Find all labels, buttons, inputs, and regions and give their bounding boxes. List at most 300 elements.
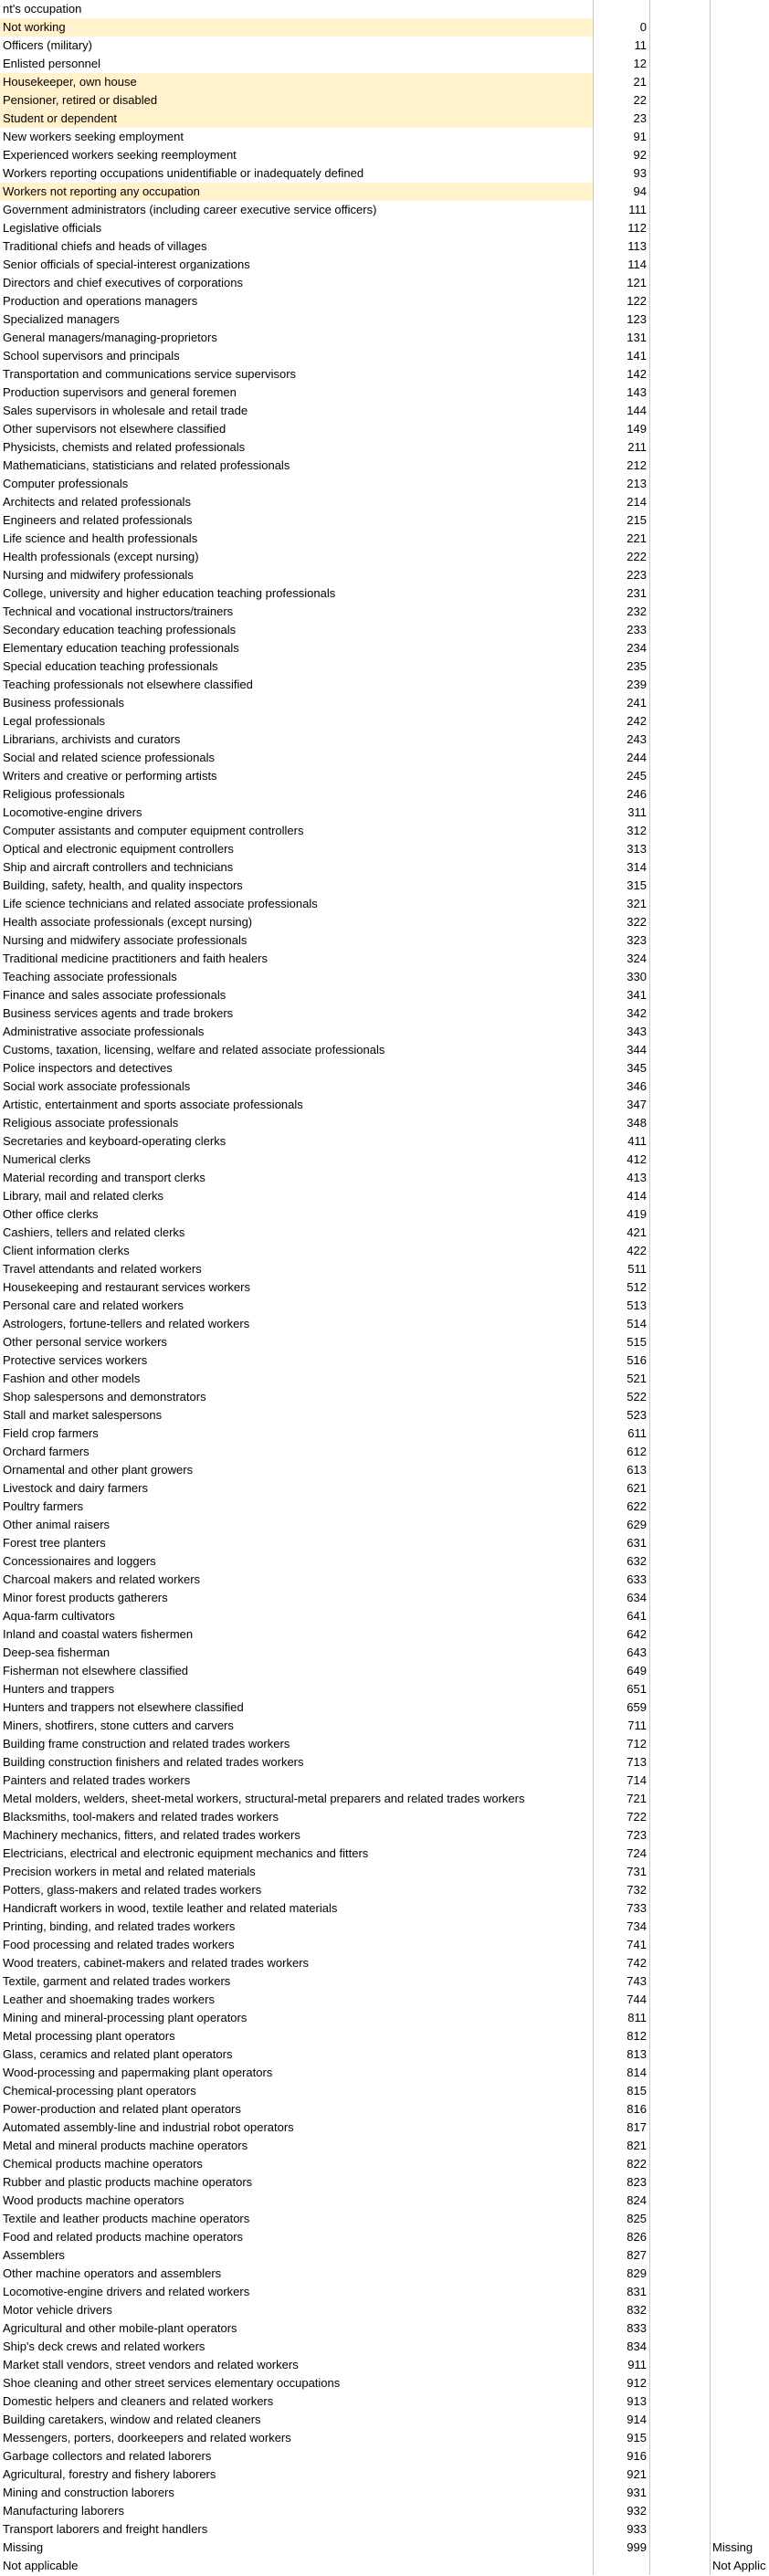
note-cell[interactable] bbox=[711, 986, 769, 1004]
empty-cell[interactable] bbox=[650, 877, 711, 895]
occupation-label-cell[interactable]: Electricians, electrical and electronic equipment mechanics and fitters bbox=[3, 1846, 369, 1860]
empty-cell[interactable] bbox=[650, 219, 711, 237]
occupation-code-cell[interactable]: 731 bbox=[593, 1863, 650, 1881]
note-cell[interactable] bbox=[711, 1388, 769, 1406]
occupation-label-cell[interactable]: Painters and related trades workers bbox=[3, 1773, 191, 1787]
occupation-code-cell[interactable]: 422 bbox=[593, 1242, 650, 1260]
occupation-label-cell[interactable]: Other animal raisers bbox=[3, 1518, 111, 1531]
note-cell[interactable] bbox=[711, 584, 769, 603]
occupation-code-cell[interactable]: 649 bbox=[593, 1662, 650, 1680]
empty-cell[interactable] bbox=[650, 1772, 711, 1790]
empty-cell[interactable] bbox=[650, 1151, 711, 1169]
empty-cell[interactable] bbox=[650, 475, 711, 493]
occupation-label-cell[interactable]: Special education teaching professionals bbox=[3, 659, 218, 673]
occupation-label-cell[interactable]: Housekeeper, own house bbox=[0, 73, 593, 91]
occupation-code-cell[interactable]: 243 bbox=[593, 731, 650, 749]
occupation-code-cell[interactable]: 823 bbox=[593, 2173, 650, 2192]
note-cell[interactable] bbox=[711, 1132, 769, 1151]
occupation-code-cell[interactable]: 516 bbox=[593, 1351, 650, 1370]
empty-cell[interactable] bbox=[650, 1260, 711, 1278]
empty-cell[interactable] bbox=[650, 804, 711, 822]
occupation-code-cell[interactable]: 659 bbox=[593, 1698, 650, 1717]
occupation-label-cell[interactable]: Health professionals (except nursing) bbox=[3, 550, 199, 563]
empty-cell[interactable] bbox=[650, 2539, 711, 2557]
empty-cell[interactable] bbox=[650, 2137, 711, 2155]
occupation-label-cell[interactable]: Computer assistants and computer equipment controllers bbox=[3, 824, 304, 837]
note-cell[interactable] bbox=[711, 2082, 769, 2100]
occupation-label-cell[interactable]: Building caretakers, window and related cleaners bbox=[3, 2413, 261, 2426]
note-cell[interactable] bbox=[711, 2392, 769, 2411]
note-cell[interactable] bbox=[711, 1479, 769, 1498]
note-cell[interactable] bbox=[711, 2283, 769, 2301]
occupation-code-cell[interactable]: 322 bbox=[593, 913, 650, 931]
note-cell[interactable] bbox=[711, 1425, 769, 1443]
occupation-code-cell[interactable]: 321 bbox=[593, 895, 650, 913]
empty-cell[interactable] bbox=[650, 1479, 711, 1498]
occupation-code-cell[interactable]: 743 bbox=[593, 1972, 650, 1991]
empty-cell[interactable] bbox=[650, 2246, 711, 2265]
note-cell[interactable] bbox=[711, 2301, 769, 2319]
empty-cell[interactable] bbox=[650, 1662, 711, 1680]
occupation-label-cell[interactable]: Police inspectors and detectives bbox=[3, 1061, 173, 1075]
empty-cell[interactable] bbox=[650, 1443, 711, 1461]
empty-cell[interactable] bbox=[650, 183, 711, 201]
occupation-label-cell[interactable]: Social and related science professionals bbox=[3, 751, 215, 764]
empty-cell[interactable] bbox=[650, 1552, 711, 1571]
empty-cell[interactable] bbox=[650, 292, 711, 310]
note-cell[interactable] bbox=[711, 329, 769, 347]
note-cell[interactable] bbox=[711, 548, 769, 566]
occupation-code-cell[interactable]: 732 bbox=[593, 1881, 650, 1899]
occupation-label-cell[interactable]: Other personal service workers bbox=[3, 1335, 167, 1349]
empty-cell[interactable] bbox=[650, 365, 711, 384]
occupation-code-cell[interactable]: 245 bbox=[593, 767, 650, 785]
empty-cell[interactable] bbox=[650, 2466, 711, 2484]
note-cell[interactable] bbox=[711, 2520, 769, 2539]
empty-cell[interactable] bbox=[650, 913, 711, 931]
note-cell[interactable] bbox=[711, 822, 769, 840]
occupation-label-cell[interactable]: Other machine operators and assemblers bbox=[3, 2266, 222, 2280]
note-cell[interactable] bbox=[711, 1991, 769, 2009]
note-cell[interactable] bbox=[711, 420, 769, 438]
occupation-code-cell[interactable]: 643 bbox=[593, 1644, 650, 1662]
occupation-label-cell[interactable]: Directors and chief executives of corporations bbox=[3, 276, 244, 289]
occupation-label-cell[interactable]: Workers not reporting any occupation bbox=[0, 183, 593, 201]
occupation-label-cell[interactable]: Secretaries and keyboard-operating clerks bbox=[3, 1134, 226, 1148]
occupation-label-cell[interactable]: Chemical products machine operators bbox=[3, 2157, 203, 2171]
empty-cell[interactable] bbox=[650, 1936, 711, 1954]
occupation-code-cell[interactable]: 522 bbox=[593, 1388, 650, 1406]
note-cell[interactable] bbox=[711, 274, 769, 292]
occupation-code-cell[interactable]: 914 bbox=[593, 2411, 650, 2429]
note-cell[interactable] bbox=[711, 1351, 769, 1370]
occupation-code-cell[interactable]: 911 bbox=[593, 2356, 650, 2374]
empty-cell[interactable] bbox=[650, 438, 711, 457]
occupation-code-cell[interactable]: 244 bbox=[593, 749, 650, 767]
note-cell[interactable] bbox=[711, 2155, 769, 2173]
empty-cell[interactable] bbox=[650, 1589, 711, 1607]
occupation-code-cell[interactable]: 348 bbox=[593, 1114, 650, 1132]
occupation-code-cell[interactable]: 812 bbox=[593, 2027, 650, 2045]
occupation-code-cell[interactable]: 613 bbox=[593, 1461, 650, 1479]
empty-cell[interactable] bbox=[650, 2429, 711, 2447]
note-cell[interactable] bbox=[711, 657, 769, 676]
note-cell[interactable] bbox=[711, 1625, 769, 1644]
empty-cell[interactable] bbox=[650, 785, 711, 804]
occupation-label-cell[interactable]: Social work associate professionals bbox=[3, 1079, 191, 1093]
occupation-code-cell[interactable]: 214 bbox=[593, 493, 650, 511]
empty-cell[interactable] bbox=[650, 822, 711, 840]
occupation-code-cell[interactable]: 513 bbox=[593, 1297, 650, 1315]
occupation-code-cell[interactable]: 741 bbox=[593, 1936, 650, 1954]
occupation-code-cell[interactable]: 816 bbox=[593, 2100, 650, 2119]
note-cell[interactable] bbox=[711, 731, 769, 749]
occupation-label-cell[interactable]: Mathematicians, statisticians and related professionals bbox=[3, 458, 290, 472]
empty-cell[interactable] bbox=[650, 2338, 711, 2356]
occupation-code-cell[interactable]: 0 bbox=[593, 18, 650, 37]
note-cell[interactable] bbox=[711, 402, 769, 420]
occupation-code-cell[interactable]: 642 bbox=[593, 1625, 650, 1644]
note-cell[interactable] bbox=[711, 1808, 769, 1826]
note-cell[interactable] bbox=[711, 91, 769, 110]
empty-cell[interactable] bbox=[650, 2283, 711, 2301]
note-cell[interactable] bbox=[711, 1680, 769, 1698]
occupation-code-cell[interactable]: 523 bbox=[593, 1406, 650, 1425]
occupation-label-cell[interactable]: Government administrators (including career executive service officers) bbox=[3, 203, 377, 216]
occupation-code-cell[interactable]: 827 bbox=[593, 2246, 650, 2265]
note-cell[interactable] bbox=[711, 1571, 769, 1589]
empty-cell[interactable] bbox=[650, 402, 711, 420]
occupation-code-cell[interactable]: 223 bbox=[593, 566, 650, 584]
empty-cell[interactable] bbox=[650, 858, 711, 877]
note-cell[interactable] bbox=[711, 1863, 769, 1881]
empty-cell[interactable] bbox=[650, 1114, 711, 1132]
occupation-code-cell[interactable]: 511 bbox=[593, 1260, 650, 1278]
occupation-label-cell[interactable]: Numerical clerks bbox=[3, 1152, 91, 1166]
occupation-code-cell[interactable]: 123 bbox=[593, 310, 650, 329]
occupation-label-cell[interactable]: Teaching associate professionals bbox=[3, 970, 177, 983]
occupation-label-cell[interactable]: Engineers and related professionals bbox=[3, 513, 193, 527]
note-cell[interactable] bbox=[711, 18, 769, 37]
occupation-label-cell[interactable]: Garbage collectors and related laborers bbox=[3, 2449, 212, 2463]
note-cell[interactable] bbox=[711, 37, 769, 55]
occupation-label-cell[interactable]: Optical and electronic equipment controllers bbox=[3, 842, 234, 856]
occupation-code-cell[interactable]: 122 bbox=[593, 292, 650, 310]
empty-cell[interactable] bbox=[650, 931, 711, 950]
column-title-cell[interactable]: nt's occupation bbox=[3, 2, 82, 16]
occupation-label-cell[interactable]: Astrologers, fortune-tellers and related workers bbox=[3, 1317, 250, 1330]
note-cell[interactable] bbox=[711, 2119, 769, 2137]
occupation-label-cell[interactable]: Locomotive-engine drivers and related workers bbox=[3, 2285, 250, 2298]
occupation-code-cell[interactable]: 312 bbox=[593, 822, 650, 840]
occupation-code-cell[interactable]: 622 bbox=[593, 1498, 650, 1516]
empty-cell[interactable] bbox=[650, 2502, 711, 2520]
occupation-code-cell[interactable]: 343 bbox=[593, 1023, 650, 1041]
occupation-code-cell[interactable]: 234 bbox=[593, 639, 650, 657]
occupation-code-cell[interactable]: 512 bbox=[593, 1278, 650, 1297]
empty-cell[interactable] bbox=[650, 530, 711, 548]
empty-cell[interactable] bbox=[650, 986, 711, 1004]
note-cell[interactable] bbox=[711, 1790, 769, 1808]
note-cell[interactable] bbox=[711, 146, 769, 164]
occupation-label-cell[interactable]: Building, safety, health, and quality inspectors bbox=[3, 878, 243, 892]
occupation-label-cell[interactable]: Nursing and midwifery associate professionals bbox=[3, 933, 248, 947]
note-cell[interactable] bbox=[711, 1845, 769, 1863]
note-cell[interactable] bbox=[711, 950, 769, 968]
note-cell[interactable] bbox=[711, 1151, 769, 1169]
occupation-label-cell[interactable]: Other supervisors not elsewhere classified bbox=[3, 422, 226, 436]
occupation-code-cell[interactable]: 821 bbox=[593, 2137, 650, 2155]
occupation-label-cell[interactable]: Student or dependent bbox=[0, 110, 593, 128]
occupation-label-cell[interactable]: Transport laborers and freight handlers bbox=[3, 2522, 208, 2536]
note-cell[interactable] bbox=[711, 201, 769, 219]
occupation-code-cell[interactable]: 825 bbox=[593, 2210, 650, 2228]
occupation-label-cell[interactable]: Food processing and related trades workers bbox=[3, 1938, 235, 1951]
note-cell[interactable] bbox=[711, 1333, 769, 1351]
empty-cell[interactable] bbox=[650, 2484, 711, 2502]
occupation-code-cell[interactable]: 142 bbox=[593, 365, 650, 384]
note-cell[interactable] bbox=[711, 1187, 769, 1205]
empty-cell[interactable] bbox=[650, 2155, 711, 2173]
note-cell[interactable] bbox=[711, 621, 769, 639]
empty-cell[interactable] bbox=[650, 2064, 711, 2082]
occupation-code-cell[interactable]: 811 bbox=[593, 2009, 650, 2027]
occupation-code-cell[interactable]: 233 bbox=[593, 621, 650, 639]
note-cell[interactable] bbox=[711, 767, 769, 785]
note-cell[interactable] bbox=[711, 1516, 769, 1534]
occupation-code-cell[interactable]: 344 bbox=[593, 1041, 650, 1059]
occupation-code-cell[interactable]: 913 bbox=[593, 2392, 650, 2411]
occupation-label-cell[interactable]: Livestock and dairy farmers bbox=[3, 1481, 148, 1495]
occupation-code-cell[interactable]: 94 bbox=[593, 183, 650, 201]
note-cell[interactable] bbox=[711, 2338, 769, 2356]
occupation-code-cell[interactable]: 324 bbox=[593, 950, 650, 968]
empty-cell[interactable] bbox=[650, 2045, 711, 2064]
occupation-label-cell[interactable]: Production and operations managers bbox=[3, 294, 198, 308]
occupation-label-cell[interactable]: Not applicable bbox=[3, 2559, 79, 2572]
occupation-code-cell[interactable] bbox=[593, 2557, 650, 2575]
occupation-label-cell[interactable]: College, university and higher education teaching professionals bbox=[3, 586, 336, 600]
occupation-code-cell[interactable]: 111 bbox=[593, 201, 650, 219]
note-cell[interactable] bbox=[711, 1899, 769, 1918]
note-cell[interactable] bbox=[711, 639, 769, 657]
occupation-label-cell[interactable]: School supervisors and principals bbox=[3, 349, 180, 363]
occupation-label-cell[interactable]: Transportation and communications service supervisors bbox=[3, 367, 297, 381]
occupation-code-cell[interactable]: 822 bbox=[593, 2155, 650, 2173]
note-cell[interactable] bbox=[711, 310, 769, 329]
empty-cell[interactable] bbox=[650, 731, 711, 749]
empty-cell[interactable] bbox=[650, 1224, 711, 1242]
occupation-label-cell[interactable]: Aqua-farm cultivators bbox=[3, 1609, 115, 1623]
empty-cell[interactable] bbox=[650, 347, 711, 365]
empty-cell[interactable] bbox=[650, 1571, 711, 1589]
empty-cell[interactable] bbox=[650, 1351, 711, 1370]
occupation-code-cell[interactable]: 931 bbox=[593, 2484, 650, 2502]
note-cell[interactable] bbox=[711, 1954, 769, 1972]
note-cell[interactable] bbox=[711, 1753, 769, 1772]
empty-cell[interactable] bbox=[650, 1187, 711, 1205]
occupation-label-cell[interactable]: Metal processing plant operators bbox=[3, 2029, 175, 2043]
note-cell[interactable] bbox=[711, 804, 769, 822]
note-cell[interactable] bbox=[711, 2466, 769, 2484]
empty-cell[interactable] bbox=[650, 1753, 711, 1772]
occupation-label-cell[interactable]: Finance and sales associate professionals bbox=[3, 988, 226, 1002]
empty-cell[interactable] bbox=[650, 310, 711, 329]
occupation-code-cell[interactable]: 113 bbox=[593, 237, 650, 256]
note-cell[interactable] bbox=[711, 219, 769, 237]
empty-cell[interactable] bbox=[650, 1315, 711, 1333]
note-cell[interactable] bbox=[711, 1461, 769, 1479]
occupation-code-cell[interactable]: 314 bbox=[593, 858, 650, 877]
empty-cell[interactable] bbox=[650, 1790, 711, 1808]
note-cell[interactable] bbox=[711, 2173, 769, 2192]
note-cell[interactable] bbox=[711, 1972, 769, 1991]
note-cell[interactable] bbox=[711, 2374, 769, 2392]
note-cell[interactable] bbox=[711, 840, 769, 858]
occupation-code-cell[interactable]: 144 bbox=[593, 402, 650, 420]
empty-cell[interactable] bbox=[650, 840, 711, 858]
note-cell[interactable] bbox=[711, 2319, 769, 2338]
empty-cell[interactable] bbox=[650, 2228, 711, 2246]
occupation-label-cell[interactable]: Orchard farmers bbox=[3, 1445, 90, 1458]
note-cell[interactable] bbox=[711, 858, 769, 877]
occupation-code-cell[interactable]: 921 bbox=[593, 2466, 650, 2484]
occupation-code-cell[interactable]: 323 bbox=[593, 931, 650, 950]
note-cell[interactable] bbox=[711, 1918, 769, 1936]
occupation-code-cell[interactable]: 412 bbox=[593, 1151, 650, 1169]
occupation-code-cell[interactable]: 829 bbox=[593, 2265, 650, 2283]
note-cell[interactable] bbox=[711, 511, 769, 530]
occupation-code-cell[interactable]: 131 bbox=[593, 329, 650, 347]
empty-cell[interactable] bbox=[650, 237, 711, 256]
occupation-label-cell[interactable]: Stall and market salespersons bbox=[3, 1408, 163, 1422]
note-cell[interactable] bbox=[711, 1552, 769, 1571]
empty-cell[interactable] bbox=[650, 603, 711, 621]
note-cell[interactable] bbox=[711, 530, 769, 548]
occupation-label-cell[interactable]: Precision workers in metal and related materials bbox=[3, 1865, 256, 1878]
empty-cell[interactable] bbox=[650, 274, 711, 292]
occupation-label-cell[interactable]: Messengers, porters, doorkeepers and related workers bbox=[3, 2431, 291, 2445]
empty-cell[interactable] bbox=[650, 91, 711, 110]
note-cell[interactable] bbox=[711, 1059, 769, 1078]
note-cell[interactable] bbox=[711, 164, 769, 183]
occupation-label-cell[interactable]: Hunters and trappers not elsewhere classified bbox=[3, 1700, 244, 1714]
empty-cell[interactable] bbox=[650, 2210, 711, 2228]
occupation-code-cell[interactable]: 733 bbox=[593, 1899, 650, 1918]
note-cell[interactable] bbox=[711, 256, 769, 274]
note-cell[interactable] bbox=[711, 1023, 769, 1041]
note-cell[interactable] bbox=[711, 1242, 769, 1260]
note-cell[interactable] bbox=[711, 1607, 769, 1625]
occupation-label-cell[interactable]: Religious professionals bbox=[3, 787, 125, 801]
occupation-label-cell[interactable]: Mining and mineral-processing plant operators bbox=[3, 2011, 248, 2024]
occupation-code-cell[interactable]: 631 bbox=[593, 1534, 650, 1552]
note-cell[interactable] bbox=[711, 2045, 769, 2064]
empty-cell[interactable] bbox=[650, 1297, 711, 1315]
empty-cell[interactable] bbox=[650, 1808, 711, 1826]
occupation-code-cell[interactable]: 915 bbox=[593, 2429, 650, 2447]
occupation-label-cell[interactable]: Sales supervisors in wholesale and retail trade bbox=[3, 404, 248, 417]
occupation-code-cell[interactable]: 330 bbox=[593, 968, 650, 986]
occupation-label-cell[interactable]: Travel attendants and related workers bbox=[3, 1262, 202, 1276]
occupation-label-cell[interactable]: Artistic, entertainment and sports associate professionals bbox=[3, 1098, 303, 1111]
occupation-code-cell[interactable]: 143 bbox=[593, 384, 650, 402]
note-cell[interactable] bbox=[711, 1297, 769, 1315]
occupation-code-cell[interactable]: 222 bbox=[593, 548, 650, 566]
occupation-code-cell[interactable]: 724 bbox=[593, 1845, 650, 1863]
note-cell[interactable] bbox=[711, 73, 769, 91]
empty-cell[interactable] bbox=[650, 1918, 711, 1936]
note-cell[interactable] bbox=[711, 1370, 769, 1388]
empty-cell[interactable] bbox=[650, 110, 711, 128]
occupation-code-cell[interactable]: 817 bbox=[593, 2119, 650, 2137]
empty-cell[interactable] bbox=[650, 37, 711, 55]
empty-cell[interactable] bbox=[650, 2027, 711, 2045]
occupation-label-cell[interactable]: Business services agents and trade brokers bbox=[3, 1006, 234, 1020]
occupation-code-cell[interactable]: 411 bbox=[593, 1132, 650, 1151]
occupation-code-cell[interactable]: 932 bbox=[593, 2502, 650, 2520]
occupation-label-cell[interactable]: Physicists, chemists and related professionals bbox=[3, 440, 246, 454]
occupation-label-cell[interactable]: Locomotive-engine drivers bbox=[3, 805, 142, 819]
empty-cell[interactable] bbox=[650, 201, 711, 219]
note-cell[interactable] bbox=[711, 931, 769, 950]
occupation-label-cell[interactable]: Nursing and midwifery professionals bbox=[3, 568, 194, 582]
occupation-code-cell[interactable]: 221 bbox=[593, 530, 650, 548]
empty-cell[interactable] bbox=[650, 18, 711, 37]
occupation-label-cell[interactable]: Automated assembly-line and industrial robot operators bbox=[3, 2120, 294, 2134]
empty-cell[interactable] bbox=[650, 2374, 711, 2392]
note-cell[interactable] bbox=[711, 694, 769, 712]
note-cell[interactable] bbox=[711, 237, 769, 256]
occupation-label-cell[interactable]: Health associate professionals (except nursing) bbox=[3, 915, 253, 929]
empty-cell[interactable] bbox=[650, 1698, 711, 1717]
occupation-code-cell[interactable]: 621 bbox=[593, 1479, 650, 1498]
occupation-label-cell[interactable]: Textile, garment and related trades workers bbox=[3, 1974, 231, 1988]
occupation-label-cell[interactable]: Fisherman not elsewhere classified bbox=[3, 1664, 189, 1677]
note-cell[interactable] bbox=[711, 712, 769, 731]
empty-cell[interactable] bbox=[650, 2009, 711, 2027]
occupation-code-cell[interactable]: 634 bbox=[593, 1589, 650, 1607]
empty-cell[interactable] bbox=[650, 2447, 711, 2466]
occupation-label-cell[interactable]: Enlisted personnel bbox=[3, 57, 100, 70]
note-cell[interactable] bbox=[711, 110, 769, 128]
occupation-code-cell[interactable]: 241 bbox=[593, 694, 650, 712]
empty-cell[interactable] bbox=[650, 1078, 711, 1096]
note-cell[interactable] bbox=[711, 438, 769, 457]
occupation-label-cell[interactable]: Material recording and transport clerks bbox=[3, 1171, 205, 1184]
header-empty-cell[interactable] bbox=[650, 0, 711, 18]
occupation-label-cell[interactable]: Hunters and trappers bbox=[3, 1682, 115, 1696]
empty-cell[interactable] bbox=[650, 1370, 711, 1388]
occupation-label-cell[interactable]: Market stall vendors, street vendors and related workers bbox=[3, 2358, 299, 2371]
empty-cell[interactable] bbox=[650, 2119, 711, 2137]
occupation-label-cell[interactable]: Life science and health professionals bbox=[3, 531, 198, 545]
occupation-label-cell[interactable]: Printing, binding, and related trades workers bbox=[3, 1919, 236, 1933]
note-cell[interactable] bbox=[711, 1224, 769, 1242]
occupation-label-cell[interactable]: Machinery mechanics, fitters, and related trades workers bbox=[3, 1828, 300, 1842]
occupation-code-cell[interactable]: 21 bbox=[593, 73, 650, 91]
occupation-code-cell[interactable]: 713 bbox=[593, 1753, 650, 1772]
note-cell[interactable] bbox=[711, 1735, 769, 1753]
occupation-code-cell[interactable]: 211 bbox=[593, 438, 650, 457]
occupation-label-cell[interactable]: Mining and construction laborers bbox=[3, 2486, 174, 2499]
empty-cell[interactable] bbox=[650, 621, 711, 639]
empty-cell[interactable] bbox=[650, 1644, 711, 1662]
empty-cell[interactable] bbox=[650, 950, 711, 968]
occupation-code-cell[interactable]: 242 bbox=[593, 712, 650, 731]
empty-cell[interactable] bbox=[650, 73, 711, 91]
note-cell[interactable] bbox=[711, 128, 769, 146]
